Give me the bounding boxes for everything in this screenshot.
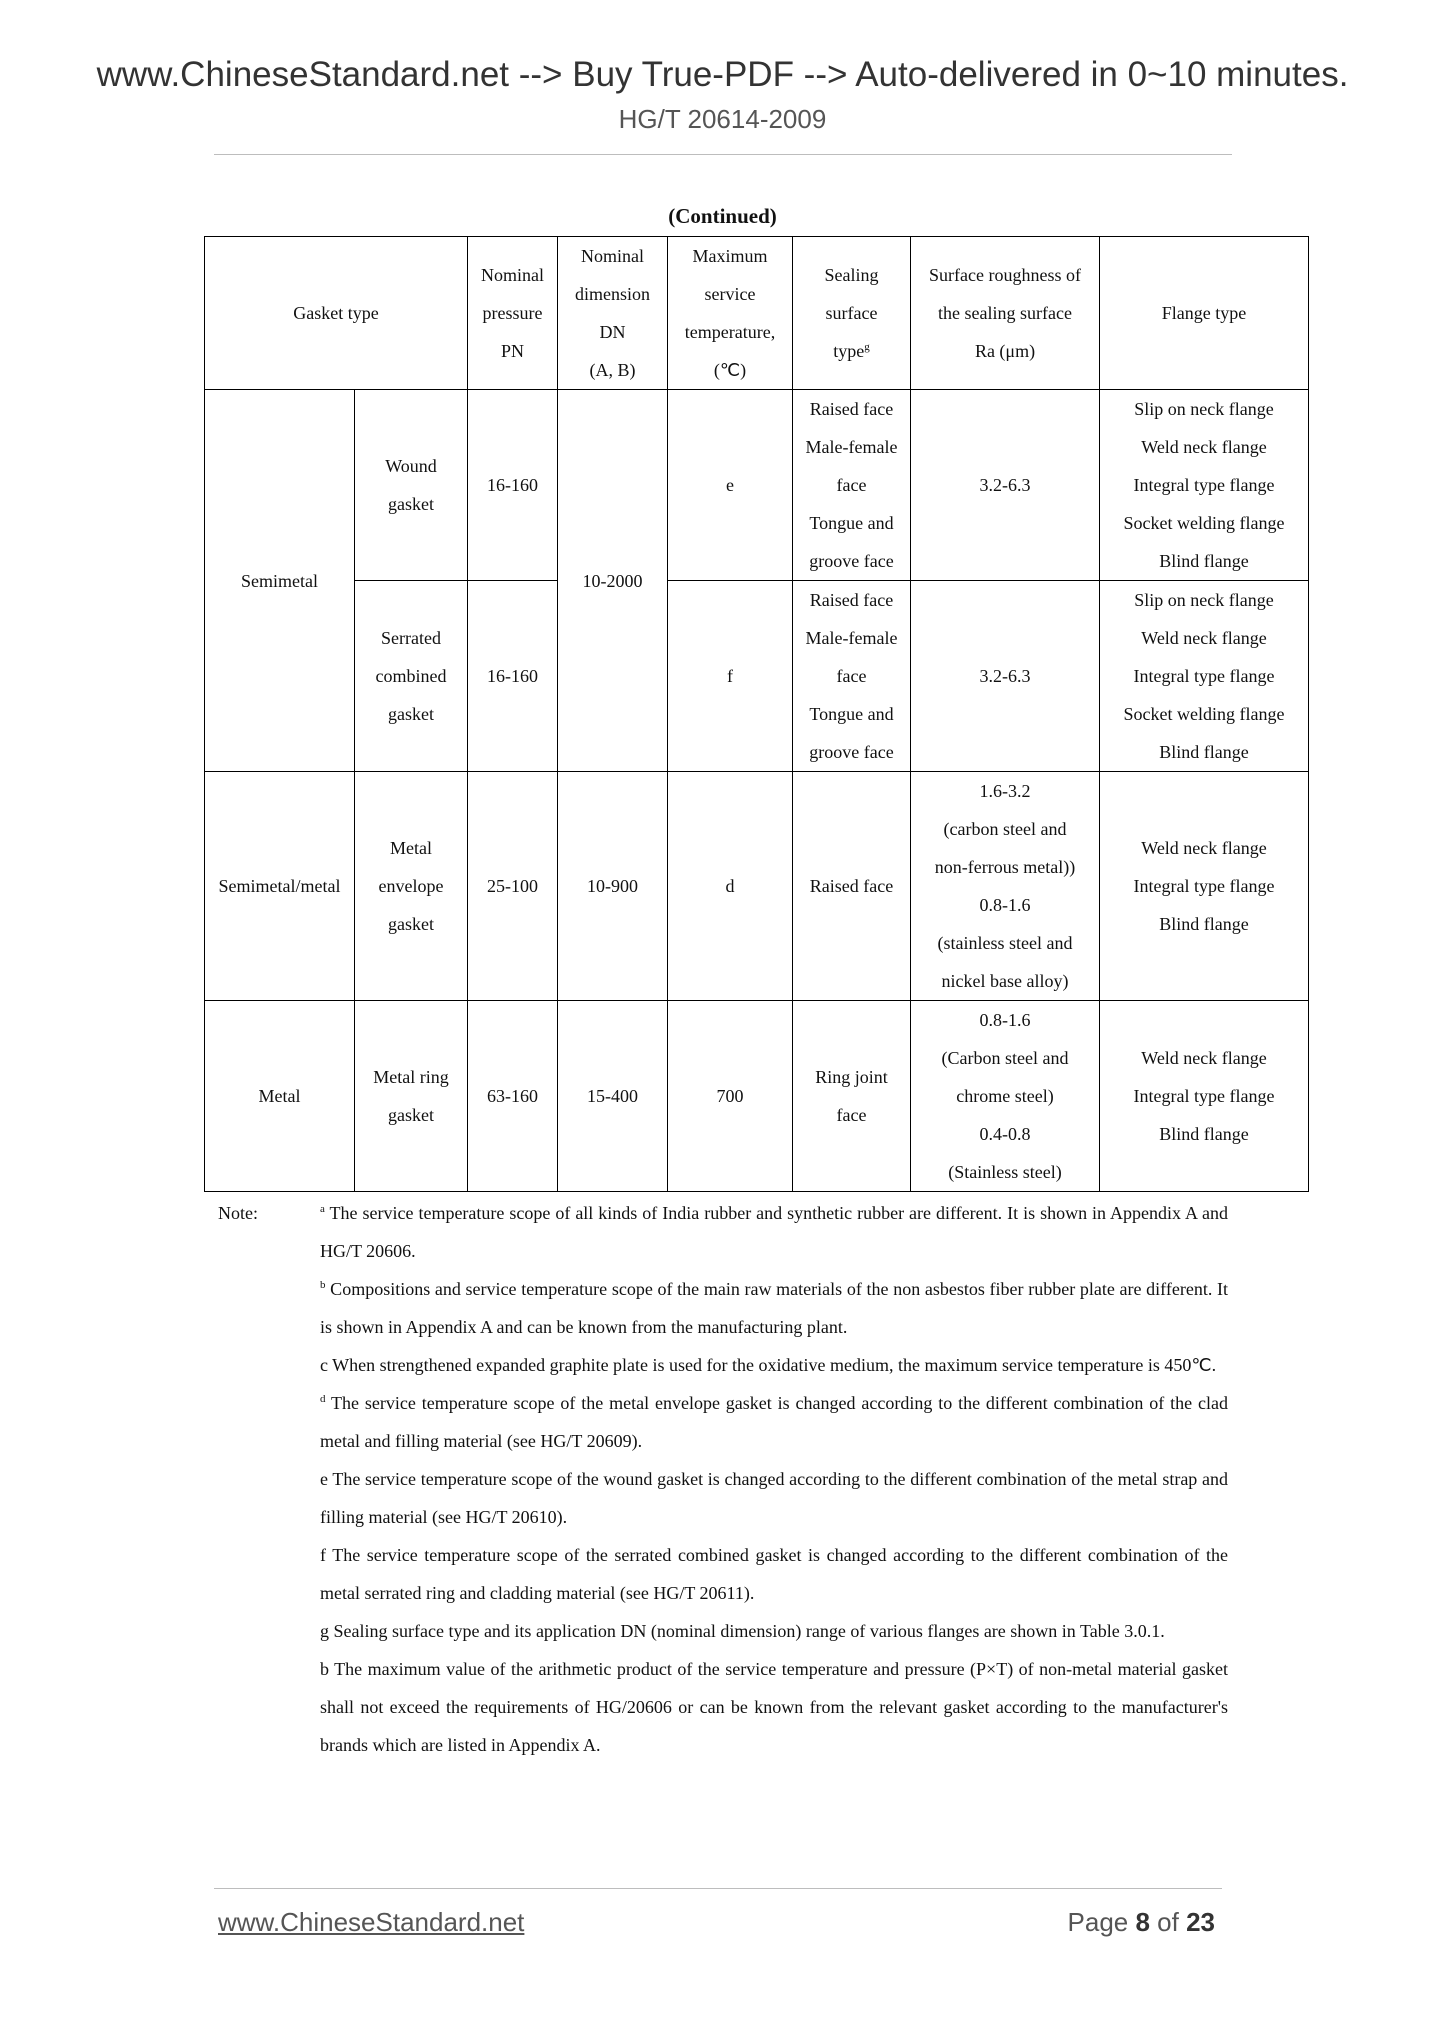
sealing-value: Raised face Male-female face Tongue and groove face (793, 390, 911, 581)
note-item: $^a$ The service temperature scope of all kinds of India rubber and synthetic rubber are different. It is shown in Appendix A and HG/T 20606. (320, 1203, 1228, 1261)
gasket-name: Wound gasket (355, 390, 468, 581)
note-item: e The service temperature scope of the wound gasket is changed according to the different combination of the metal strap and filling material (see HG/T 20610). (320, 1469, 1228, 1527)
header-temperature: Maximum service temperature, (℃) (668, 237, 793, 390)
table-caption: (Continued) (668, 204, 777, 228)
note-item: $^d$ The service temperature scope of the metal envelope gasket is changed according to the different combination of the clad metal and filling material (see HG/T 20609). (320, 1393, 1228, 1451)
gasket-name: Metal envelope gasket (355, 772, 468, 1001)
pressure-value: 25-100 (468, 772, 558, 1001)
roughness-value: 3.2-6.3 (911, 581, 1100, 772)
roughness-value: 0.8-1.6 (Carbon steel and chrome steel) 0.4-0.8 (Stainless steel) (911, 1001, 1100, 1192)
dimension-value: 10-900 (558, 772, 668, 1001)
table-row (205, 772, 1309, 1001)
note-item: f The service temperature scope of the serrated combined gasket is changed according to the different combination of the metal serrated ring and cladding material (see HG/T 20611). (320, 1545, 1228, 1603)
dimension-value: 15-400 (558, 1001, 668, 1192)
roughness-value: 3.2-6.3 (911, 390, 1100, 581)
category-semimetal-metal: Semimetal/metal (205, 772, 355, 1001)
header-sealing: Sealing surface type$^g$ (793, 237, 911, 390)
pressure-value: 63-160 (468, 1001, 558, 1192)
header-dimension: Nominal dimension DN (A, B) (558, 237, 668, 390)
table-header-row (205, 237, 1309, 390)
roughness-value: 1.6-3.2 (carbon steel and non-ferrous metal)) 0.8-1.6 (stainless steel and nickel base alloy) (911, 772, 1100, 1001)
note-item: c When strengthened expanded graphite plate is used for the oxidative medium, the maximum service temperature is 450℃. (320, 1355, 1217, 1375)
dimension-value: 10-2000 (558, 390, 668, 772)
footer-divider (214, 1888, 1222, 1889)
gasket-name: Metal ring gasket (355, 1001, 468, 1192)
table-notes (218, 1194, 1228, 1764)
temperature-value: d (668, 772, 793, 1001)
standard-number: HG/T 20614-2009 (618, 104, 827, 134)
temperature-value: 700 (668, 1001, 793, 1192)
header-pressure: Nominal pressure PN (468, 237, 558, 390)
table-row (205, 581, 1309, 772)
note-item: b The maximum value of the arithmetic product of the service temperature and pressure (P×T) of non-metal material gasket shall not exceed the requirements of HG/20606 or can be known from the relevant gasket according to the manufacturer's brands which are listed in Appendix A. (320, 1659, 1228, 1755)
table-row (205, 1001, 1309, 1192)
gasket-name: Serrated combined gasket (355, 581, 468, 772)
temperature-value: f (668, 581, 793, 772)
category-semimetal: Semimetal (205, 390, 355, 772)
flange-value: Slip on neck flange Weld neck flange Integral type flange Socket welding flange Blind flange (1100, 581, 1309, 772)
page-indicator: Page 8 of 23 (1067, 1907, 1215, 1937)
pressure-value: 16-160 (468, 390, 558, 581)
temperature-value: e (668, 390, 793, 581)
sealing-value: Raised face (793, 772, 911, 1001)
site-banner: www.ChineseStandard.net --> Buy True-PDF --> Auto-delivered in 0~10 minutes. (96, 55, 1349, 94)
gasket-spec-table (204, 236, 1309, 1192)
note-item: g Sealing surface type and its application DN (nominal dimension) range of various flanges are shown in Table 3.0.1. (320, 1621, 1165, 1641)
flange-value: Weld neck flange Integral type flange Blind flange (1100, 1001, 1309, 1192)
header-flange: Flange type (1100, 237, 1309, 390)
sealing-value: Ring joint face (793, 1001, 911, 1192)
note-item: $^b$ Compositions and service temperature scope of the main raw materials of the non asbestos fiber rubber plate are different. It is shown in Appendix A and can be known from the manufacturing plant. (320, 1279, 1228, 1337)
pressure-value: 16-160 (468, 581, 558, 772)
footer-site-link[interactable]: www.ChineseStandard.net (218, 1907, 525, 1937)
table-row (205, 390, 1309, 581)
sealing-value: Raised face Male-female face Tongue and groove face (793, 581, 911, 772)
flange-value: Slip on neck flange Weld neck flange Integral type flange Socket welding flange Blind flange (1100, 390, 1309, 581)
header-divider (214, 154, 1232, 155)
notes-label: Note: (218, 1203, 258, 1223)
header-gasket-type: Gasket type (205, 237, 468, 390)
header-roughness: Surface roughness of the sealing surface Ra (μm) (911, 237, 1100, 390)
flange-value: Weld neck flange Integral type flange Blind flange (1100, 772, 1309, 1001)
category-metal: Metal (205, 1001, 355, 1192)
